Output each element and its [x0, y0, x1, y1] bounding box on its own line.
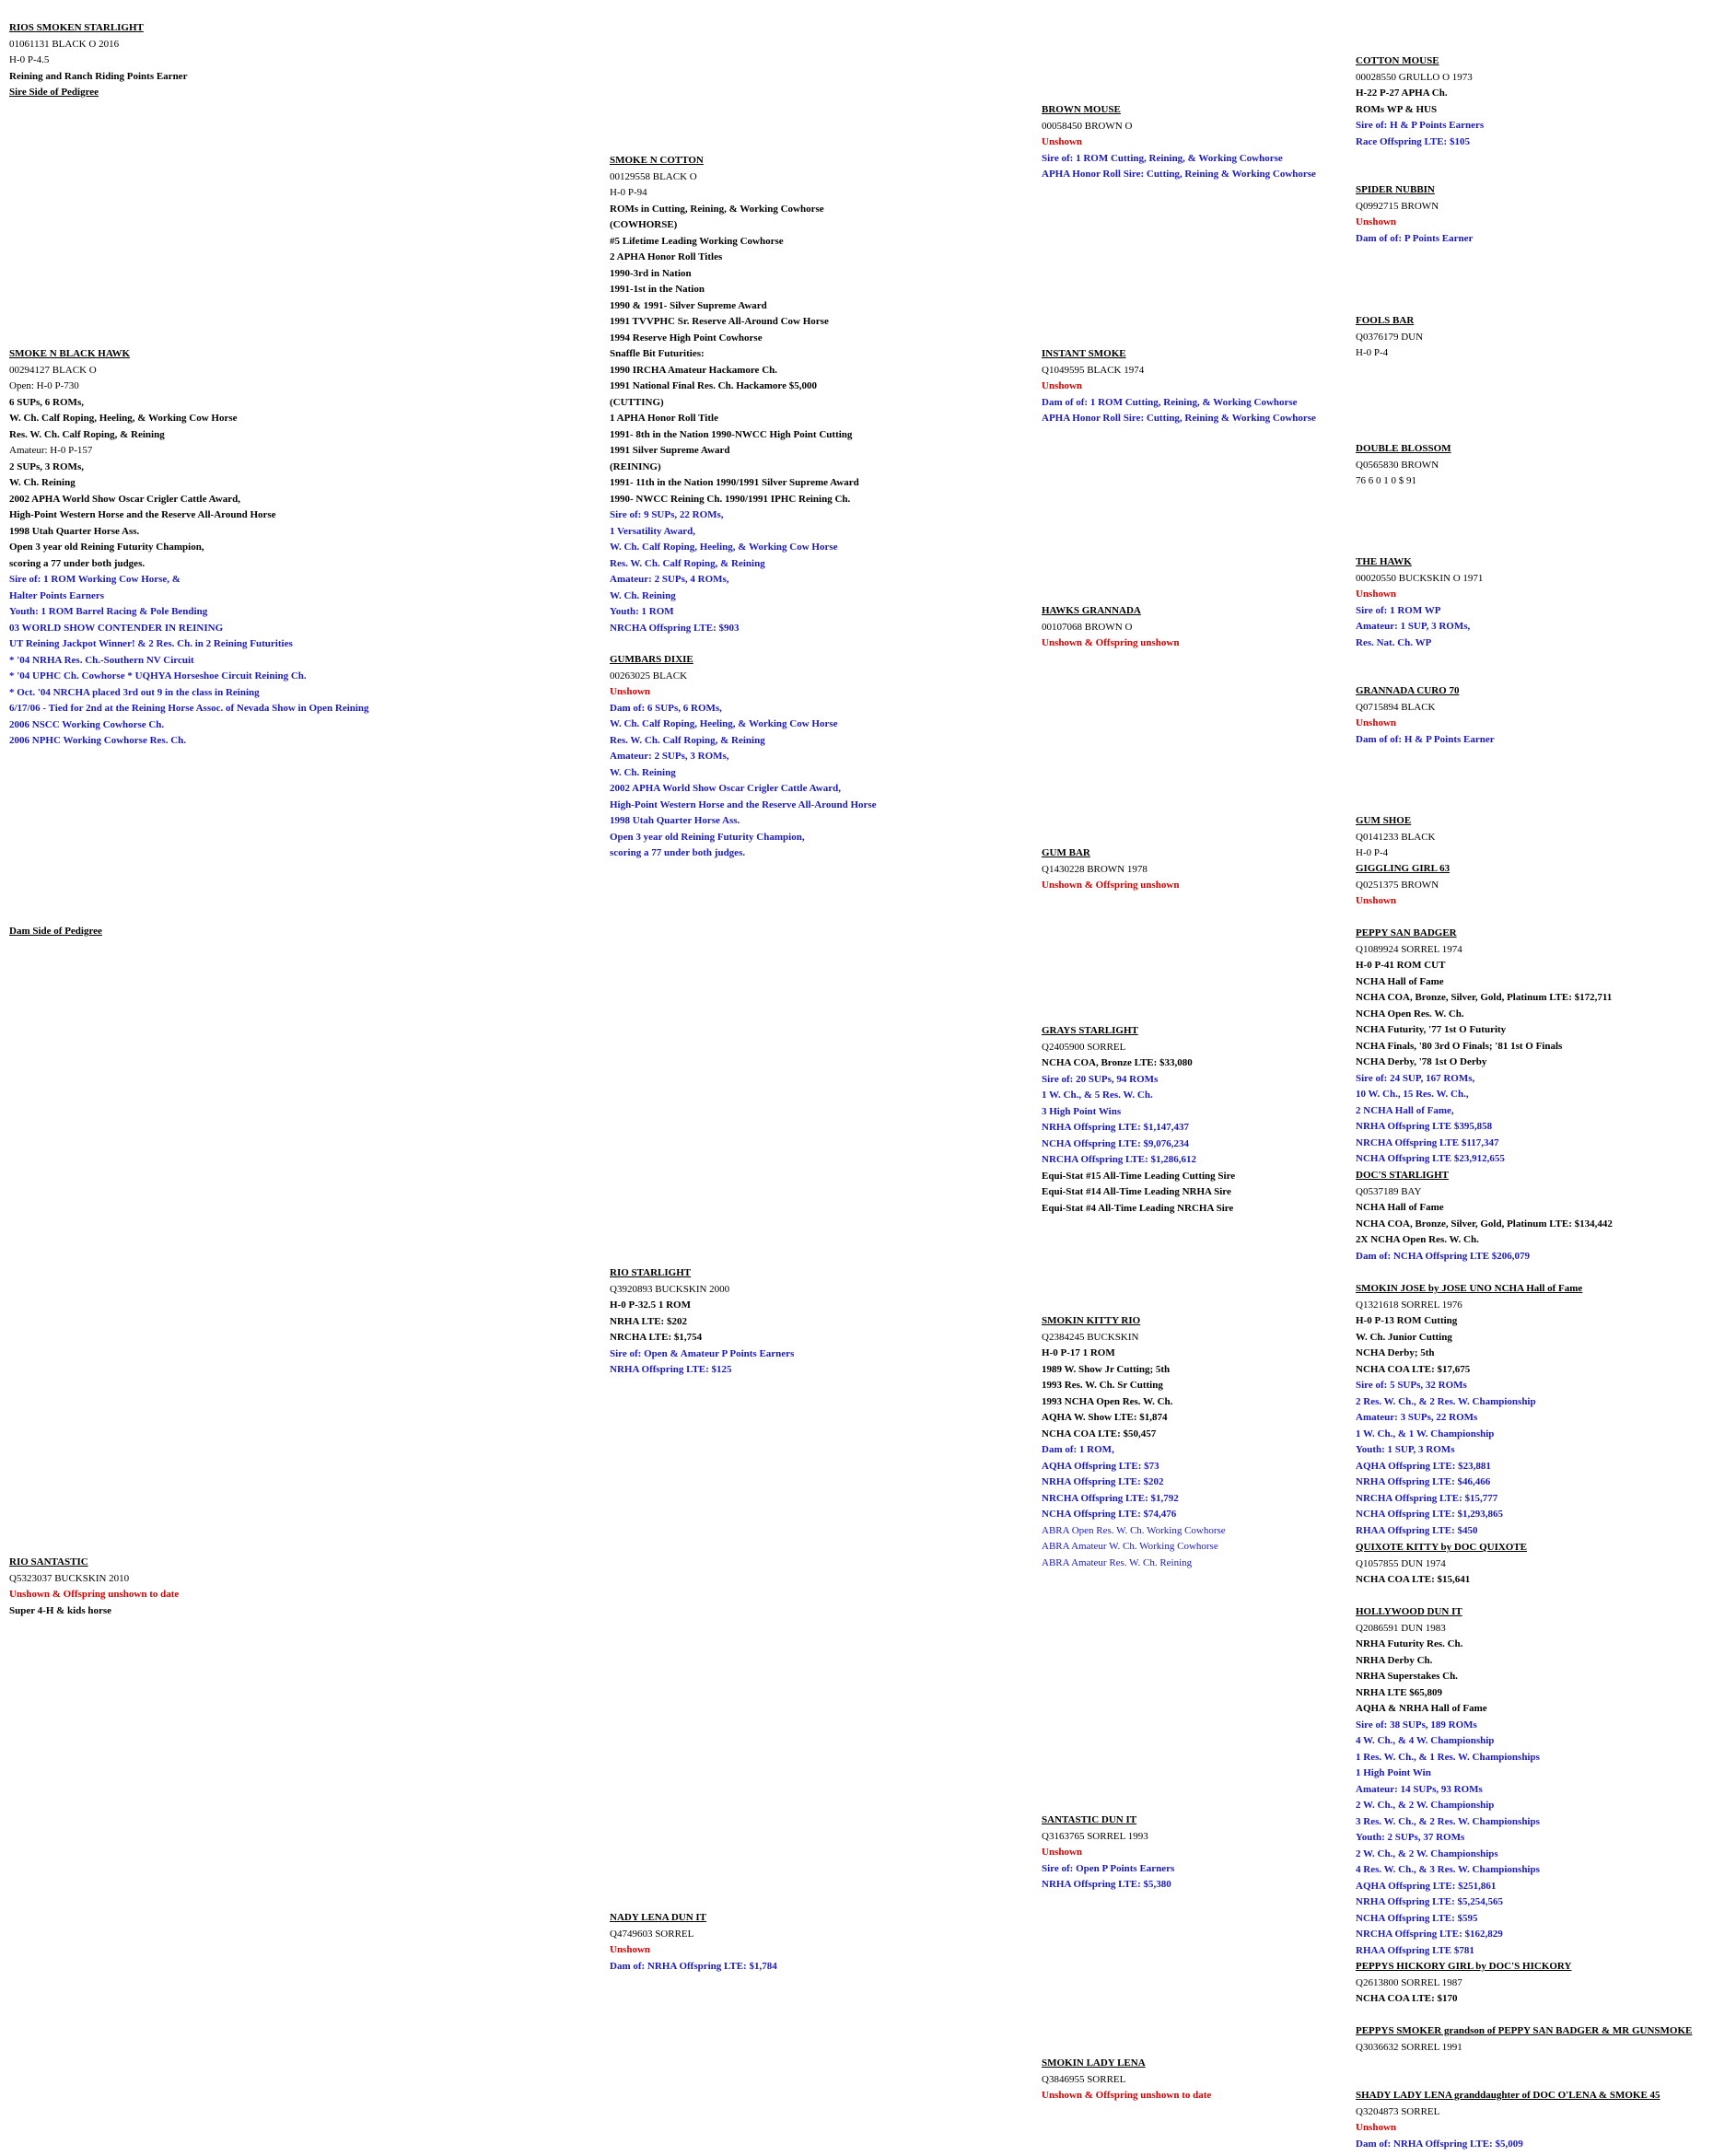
- horse-detail-line: NRHA Superstakes Ch.: [1356, 1671, 1458, 1682]
- horse-detail-line: Amateur: 1 SUP, 3 ROMs,: [1356, 621, 1471, 632]
- horse-detail-line: Q0992715 BROWN: [1356, 200, 1439, 212]
- horse-name: FOOLS BAR: [1356, 315, 1415, 326]
- horse-detail-line: Amateur: H-0 P-157: [9, 445, 93, 456]
- horse-name: BROWN MOUSE: [1042, 104, 1121, 115]
- horse-detail-line: H-0 P-17 1 ROM: [1042, 1347, 1115, 1358]
- pedigree-entry-gumbars-dixie: [610, 652, 877, 862]
- horse-detail-line: Q4749603 SORREL: [610, 1928, 694, 1940]
- horse-detail-line: Youth: 1 ROM: [610, 606, 674, 617]
- pedigree-entry-grays-starlight: [1042, 1023, 1235, 1217]
- horse-detail-line: AQHA Offspring LTE: $73: [1042, 1460, 1159, 1472]
- horse-detail-line: Dam of: 1 ROM,: [1042, 1444, 1114, 1455]
- horse-detail-line: 1998 Utah Quarter Horse Ass.: [610, 815, 740, 826]
- horse-detail-line: Res. Nat. Ch. WP: [1356, 636, 1432, 648]
- pedigree-entry-rio-santastic: [9, 1555, 179, 1619]
- horse-name: PEPPYS HICKORY GIRL by DOC'S HICKORY: [1356, 1961, 1572, 1972]
- subject-horse-points: H-0 P-4.5: [9, 54, 50, 65]
- horse-detail-line: Q1057855 DUN 1974: [1356, 1557, 1446, 1569]
- pedigree-entry-smokin-kitty-rio: [1042, 1313, 1226, 1571]
- horse-detail-line: High-Point Western Horse and the Reserve All-Around Horse: [9, 509, 276, 520]
- horse-name: DOUBLE BLOSSOM: [1356, 443, 1451, 454]
- horse-detail-line: Unshown: [610, 686, 651, 697]
- horse-detail-line: 1990 & 1991- Silver Supreme Award: [610, 299, 767, 311]
- horse-detail-line: NCHA COA LTE: $17,675: [1356, 1363, 1471, 1375]
- pedigree-entry-hollywood-dun-it: [1356, 1604, 1540, 1959]
- horse-detail-line: Amateur: 2 SUPs, 4 ROMs,: [610, 574, 729, 585]
- horse-detail-line: 6 SUPs, 6 ROMs,: [9, 396, 84, 408]
- horse-detail-line: W. Ch. Calf Roping, Heeling, & Working Cow Horse: [610, 542, 838, 553]
- horse-detail-line: W. Ch. Junior Cutting: [1356, 1331, 1452, 1343]
- horse-detail-line: RHAA Offspring LTE: $450: [1356, 1524, 1478, 1536]
- pedigree-entry-the-hawk: [1356, 554, 1483, 651]
- dam-side-label: Dam Side of Pedigree: [9, 926, 102, 937]
- horse-detail-line: Q3204873 SORREL: [1356, 2105, 1440, 2117]
- horse-detail-line: Super 4-H & kids horse: [9, 1604, 112, 1616]
- horse-detail-line: NCHA Offspring LTE: $9,076,234: [1042, 1137, 1190, 1149]
- horse-detail-line: H-22 P-27 APHA Ch.: [1356, 87, 1448, 99]
- horse-detail-line: 2 SUPs, 3 ROMs,: [9, 460, 84, 472]
- horse-detail-line: Dam of: 6 SUPs, 6 ROMs,: [610, 702, 722, 714]
- horse-detail-line: Sire of: 1 ROM Working Cow Horse, &: [9, 574, 181, 585]
- sire-side-label: Sire Side of Pedigree: [9, 87, 99, 98]
- horse-detail-line: 1993 NCHA Open Res. W. Ch.: [1042, 1395, 1173, 1407]
- pedigree-entry-peppys-hickory-girl: [1356, 1959, 1571, 2008]
- horse-detail-line: #5 Lifetime Leading Working Cowhorse: [610, 235, 784, 247]
- horse-detail-line: NCHA COA LTE: $50,457: [1042, 1428, 1157, 1439]
- horse-detail-line: Q0376179 DUN: [1356, 331, 1424, 343]
- horse-detail-line: 00028550 GRULLO O 1973: [1356, 71, 1473, 83]
- horse-detail-line: W. Ch. Reining: [610, 589, 676, 601]
- horse-detail-line: 03 WORLD SHOW CONTENDER IN REINING: [9, 622, 224, 634]
- horse-detail-line: NRHA Offspring LTE $395,858: [1356, 1121, 1493, 1132]
- horse-detail-line: NRHA Offspring LTE: $5,254,565: [1356, 1896, 1504, 1907]
- horse-name: HOLLYWOOD DUN IT: [1356, 1606, 1462, 1617]
- pedigree-entry-peppys-smoker: [1356, 2023, 1692, 2056]
- horse-name: SMOKIN JOSE by JOSE UNO NCHA Hall of Fame: [1356, 1283, 1583, 1294]
- horse-detail-line: RHAA Offspring LTE $781: [1356, 1944, 1474, 1956]
- horse-detail-line: H-0 P-32.5 1 ROM: [610, 1299, 691, 1311]
- horse-detail-line: 1991 National Final Res. Ch. Hackamore $5,000: [610, 380, 817, 391]
- horse-detail-line: W. Ch. Calf Roping, Heeling, & Working Cow Horse: [9, 413, 238, 424]
- horse-detail-line: Amateur: 14 SUPs, 93 ROMs: [1356, 1783, 1483, 1795]
- horse-detail-line: Open 3 year old Reining Futurity Champion,: [610, 831, 805, 843]
- horse-detail-line: NRHA Offspring LTE: $125: [610, 1364, 732, 1375]
- horse-detail-line: APHA Honor Roll Sire: Cutting, Reining & Working Cowhorse: [1042, 413, 1316, 424]
- horse-detail-line: NCHA Offspring LTE: $74,476: [1042, 1509, 1177, 1520]
- horse-detail-line: Dam of of: H & P Points Earner: [1356, 733, 1495, 745]
- pedigree-entry-double-blossom: [1356, 441, 1451, 490]
- horse-detail-line: ABRA Amateur W. Ch. Working Cowhorse: [1042, 1541, 1218, 1552]
- horse-detail-line: 1990- NWCC Reining Ch. 1990/1991 IPHC Reining Ch.: [610, 493, 851, 505]
- horse-detail-line: Dam of: NCHA Offspring LTE $206,079: [1356, 1250, 1531, 1262]
- horse-name: PEPPYS SMOKER grandson of PEPPY SAN BADGER & MR GUNSMOKE: [1356, 2025, 1693, 2036]
- horse-detail-line: Sire of: Open & Amateur P Points Earners: [610, 1347, 795, 1359]
- horse-detail-line: Snaffle Bit Futurities:: [610, 348, 705, 359]
- horse-name: SMOKE N COTTON: [610, 155, 704, 166]
- horse-detail-line: H-0 P-41 ROM CUT: [1356, 960, 1446, 971]
- horse-detail-line: Q3846955 SORREL: [1042, 2073, 1126, 2085]
- horse-detail-line: 2 Res. W. Ch., & 2 Res. W. Championship: [1356, 1395, 1536, 1407]
- horse-detail-line: Unshown: [1356, 895, 1397, 906]
- horse-detail-line: NRHA Derby Ch.: [1356, 1654, 1433, 1666]
- horse-detail-line: 1 Versatility Award,: [610, 525, 695, 537]
- horse-detail-line: scoring a 77 under both judges.: [610, 847, 746, 858]
- horse-detail-line: 1991-1st in the Nation: [610, 284, 705, 295]
- horse-name: NADY LENA DUN IT: [610, 1912, 707, 1923]
- horse-name: HAWKS GRANNADA: [1042, 605, 1141, 616]
- horse-detail-line: 1991 TVVPHC Sr. Reserve All-Around Cow Horse: [610, 316, 829, 327]
- horse-detail-line: * '04 NRHA Res. Ch.-Southern NV Circuit: [9, 654, 194, 666]
- horse-detail-line: NRHA Offspring LTE: $46,466: [1356, 1476, 1491, 1487]
- horse-detail-line: Q2086591 DUN 1983: [1356, 1622, 1446, 1634]
- horse-detail-line: AQHA W. Show LTE: $1,874: [1042, 1412, 1168, 1423]
- horse-name: SHADY LADY LENA granddaughter of DOC O'LENA & SMOKE 45: [1356, 2090, 1660, 2101]
- pedigree-entry-hawks-grannada: [1042, 603, 1179, 652]
- pedigree-entry-nady-lena-dun-it: [610, 1910, 777, 1975]
- horse-detail-line: Res. W. Ch. Calf Roping, & Reining: [610, 557, 765, 569]
- horse-detail-line: Race Offspring LTE: $105: [1356, 135, 1470, 147]
- horse-detail-line: 2 W. Ch., & 2 W. Championships: [1356, 1847, 1498, 1859]
- horse-detail-line: 1990 IRCHA Amateur Hackamore Ch.: [610, 364, 778, 376]
- horse-detail-line: W. Ch. Reining: [610, 766, 676, 778]
- horse-name: GUM BAR: [1042, 847, 1090, 858]
- horse-detail-line: Youth: 2 SUPs, 37 ROMs: [1356, 1832, 1465, 1843]
- horse-detail-line: 00129558 BLACK O: [610, 170, 697, 182]
- horse-detail-line: 1 W. Ch., & 1 W. Championship: [1356, 1428, 1495, 1439]
- horse-detail-line: 00107068 BROWN O: [1042, 621, 1133, 633]
- horse-detail-line: Dam of of: P Points Earner: [1356, 232, 1474, 244]
- horse-detail-line: APHA Honor Roll Sire: Cutting, Reining & Working Cowhorse: [1042, 169, 1316, 180]
- horse-detail-line: NCHA COA, Bronze, Silver, Gold, Platinum LTE: $134,442: [1356, 1218, 1613, 1230]
- horse-detail-line: NRHA Offspring LTE: $202: [1042, 1476, 1164, 1487]
- horse-detail-line: 00058450 BROWN O: [1042, 120, 1133, 132]
- horse-detail-line: AQHA & NRHA Hall of Fame: [1356, 1703, 1487, 1714]
- pedigree-entry-smoke-n-black-hawk: [9, 346, 369, 750]
- pedigree-entry-cotton-mouse: [1356, 53, 1484, 150]
- horse-name: PEPPY SAN BADGER: [1356, 927, 1457, 938]
- horse-name: GRANNADA CURO 70: [1356, 685, 1460, 696]
- horse-name: RIO STARLIGHT: [610, 1267, 692, 1278]
- horse-detail-line: 2002 APHA World Show Oscar Crigler Cattle Award,: [9, 493, 240, 505]
- horse-detail-line: (COWHORSE): [610, 219, 678, 230]
- horse-detail-line: 2006 NPHC Working Cowhorse Res. Ch.: [9, 735, 187, 746]
- horse-detail-line: 2006 NSCC Working Cowhorse Ch.: [9, 718, 165, 730]
- pedigree-entry-smokin-jose: [1356, 1281, 1582, 1539]
- horse-detail-line: 2002 APHA World Show Oscar Crigler Cattle Award,: [610, 783, 841, 794]
- horse-detail-line: Sire of: 24 SUP, 167 ROMs,: [1356, 1072, 1475, 1084]
- horse-detail-line: Equi-Stat #14 All-Time Leading NRHA Sire: [1042, 1186, 1231, 1197]
- horse-detail-line: NCHA Futurity, '77 1st O Futurity: [1356, 1024, 1507, 1035]
- horse-name: GUM SHOE: [1356, 815, 1412, 826]
- horse-detail-line: NRCHA Offspring LTE: $1,286,612: [1042, 1154, 1196, 1165]
- pedigree-entry-giggling-girl-63: [1356, 861, 1450, 910]
- horse-detail-line: Unshown: [1042, 1847, 1083, 1858]
- horse-name: DOC'S STARLIGHT: [1356, 1170, 1449, 1181]
- horse-detail-line: NCHA Offspring LTE $23,912,655: [1356, 1153, 1505, 1164]
- horse-detail-line: NCHA COA LTE: $170: [1356, 1993, 1458, 2004]
- horse-name: THE HAWK: [1356, 556, 1412, 567]
- pedigree-entry-smoke-n-cotton: [610, 153, 859, 636]
- horse-detail-line: Q0141233 BLACK: [1356, 831, 1436, 843]
- horse-detail-line: NCHA Offspring LTE: $1,293,865: [1356, 1509, 1504, 1520]
- pedigree-entry-spider-nubbin: [1356, 182, 1473, 247]
- pedigree-entry-grannada-curo-70: [1356, 683, 1495, 748]
- horse-detail-line: Equi-Stat #15 All-Time Leading Cutting Sire: [1042, 1170, 1236, 1182]
- horse-detail-line: H-0 P-94: [610, 187, 647, 198]
- horse-detail-line: Res. W. Ch. Calf Roping, & Reining: [610, 734, 765, 746]
- horse-detail-line: NRCHA Offspring LTE $117,347: [1356, 1136, 1499, 1148]
- horse-name: GIGGLING GIRL 63: [1356, 863, 1451, 874]
- horse-detail-line: Q0715894 BLACK: [1356, 701, 1436, 713]
- horse-detail-line: Q1049595 BLACK 1974: [1042, 364, 1145, 376]
- horse-detail-line: Unshown: [1356, 216, 1397, 227]
- horse-detail-line: 1991- 11th in the Nation 1990/1991 Silver Supreme Award: [610, 477, 859, 488]
- horse-detail-line: 1991- 8th in the Nation 1990-NWCC High Point Cutting: [610, 428, 853, 440]
- horse-detail-line: Res. W. Ch. Calf Roping, & Reining: [9, 428, 165, 440]
- horse-detail-line: 00020550 BUCKSKIN O 1971: [1356, 572, 1484, 584]
- horse-detail-line: High-Point Western Horse and the Reserve All-Around Horse: [610, 798, 877, 810]
- horse-name: SANTASTIC DUN IT: [1042, 1814, 1137, 1825]
- pedigree-entry-fools-bar: [1356, 313, 1423, 362]
- horse-detail-line: (CUTTING): [610, 396, 664, 408]
- horse-detail-line: 2 NCHA Hall of Fame,: [1356, 1104, 1454, 1116]
- horse-detail-line: scoring a 77 under both judges.: [9, 557, 146, 569]
- horse-name: INSTANT SMOKE: [1042, 348, 1126, 359]
- horse-detail-line: (REINING): [610, 460, 661, 472]
- horse-detail-line: 00263025 BLACK: [610, 670, 688, 682]
- horse-detail-line: Unshown & Offspring unshown: [1042, 880, 1180, 891]
- horse-name: COTTON MOUSE: [1356, 55, 1439, 66]
- horse-detail-line: Dam of of: 1 ROM Cutting, Reining, & Working Cowhorse: [1042, 396, 1298, 408]
- horse-detail-line: H-0 P-4: [1356, 347, 1389, 358]
- horse-detail-line: Q0565830 BROWN: [1356, 459, 1439, 471]
- horse-detail-line: NRCHA Offspring LTE: $15,777: [1356, 1492, 1498, 1504]
- horse-detail-line: NCHA Hall of Fame: [1356, 1202, 1444, 1213]
- horse-detail-line: Youth: 1 ROM Barrel Racing & Pole Bending: [9, 606, 208, 617]
- horse-detail-line: Unshown: [610, 1944, 651, 1955]
- pedigree-entry-docs-starlight: [1356, 1168, 1613, 1264]
- horse-detail-line: Q3036632 SORREL 1991: [1356, 2041, 1462, 2053]
- horse-detail-line: Q2405900 SORREL: [1042, 1041, 1126, 1053]
- horse-detail-line: AQHA Offspring LTE: $23,881: [1356, 1460, 1491, 1472]
- horse-detail-line: 1 APHA Honor Roll Title: [610, 413, 718, 424]
- horse-name: GRAYS STARLIGHT: [1042, 1025, 1138, 1036]
- pedigree-entry-gum-shoe: [1356, 813, 1435, 862]
- horse-detail-line: NRHA Offspring LTE: $1,147,437: [1042, 1122, 1190, 1133]
- horse-detail-line: 1 High Point Win: [1356, 1767, 1431, 1778]
- horse-detail-line: 1 W. Ch., & 5 Res. W. Ch.: [1042, 1090, 1153, 1101]
- horse-detail-line: AQHA Offspring LTE: $251,861: [1356, 1880, 1497, 1892]
- horse-detail-line: Unshown: [1042, 136, 1083, 147]
- horse-detail-line: ABRA Open Res. W. Ch. Working Cowhorse: [1042, 1524, 1226, 1536]
- horse-detail-line: Unshown & Offspring unshown: [1042, 637, 1180, 648]
- horse-detail-line: Unshown: [1356, 717, 1397, 728]
- horse-detail-line: 2X NCHA Open Res. W. Ch.: [1356, 1234, 1479, 1245]
- horse-name: SMOKE N BLACK HAWK: [9, 348, 131, 359]
- horse-detail-line: Sire of: 9 SUPs, 22 ROMs,: [610, 509, 724, 520]
- horse-detail-line: Dam of: NRHA Offspring LTE: $1,784: [610, 1960, 777, 1972]
- horse-detail-line: 4 Res. W. Ch., & 3 Res. W. Championships: [1356, 1864, 1540, 1875]
- horse-detail-line: 00294127 BLACK O: [9, 364, 97, 376]
- horse-detail-line: NRCHA Offspring LTE: $162,829: [1356, 1929, 1503, 1940]
- horse-detail-line: Q1321618 SORREL 1976: [1356, 1299, 1462, 1311]
- horse-detail-line: 10 W. Ch., 15 Res. W. Ch.,: [1356, 1089, 1469, 1100]
- horse-detail-line: Q0251375 BROWN: [1356, 879, 1439, 891]
- horse-detail-line: 6/17/06 - Tied for 2nd at the Reining Horse Assoc. of Nevada Show in Open Reining: [9, 703, 369, 714]
- horse-detail-line: ROMs in Cutting, Reining, & Working Cowhorse: [610, 203, 824, 215]
- pedigree-entry-brown-mouse: [1042, 102, 1316, 183]
- horse-detail-line: Halter Points Earners: [9, 589, 105, 601]
- horse-detail-line: Sire of: 1 ROM Cutting, Reining, & Working Cowhorse: [1042, 152, 1283, 164]
- horse-detail-line: Q0537189 BAY: [1356, 1185, 1422, 1197]
- horse-detail-line: Unshown: [1356, 2122, 1397, 2133]
- horse-detail-line: NCHA Hall of Fame: [1356, 975, 1444, 987]
- horse-detail-line: * '04 UPHC Ch. Cowhorse * UQHYA Horseshoe Circuit Reining Ch.: [9, 670, 307, 682]
- horse-name: SMOKIN LADY LENA: [1042, 2057, 1146, 2069]
- horse-detail-line: 3 High Point Wins: [1042, 1105, 1122, 1117]
- pedigree-entry-rio-starlight: [610, 1265, 794, 1379]
- horse-detail-line: Amateur: 2 SUPs, 3 ROMs,: [610, 751, 729, 762]
- horse-detail-line: 76 6 0 1 0 $ 91: [1356, 475, 1416, 486]
- horse-detail-line: 2 W. Ch., & 2 W. Championship: [1356, 1800, 1495, 1811]
- horse-detail-line: Sire of: 1 ROM WP: [1356, 604, 1441, 616]
- horse-detail-line: 1998 Utah Quarter Horse Ass.: [9, 525, 140, 537]
- horse-detail-line: Q3163765 SORREL 1993: [1042, 1830, 1148, 1842]
- horse-detail-line: 2 APHA Honor Roll Titles: [610, 251, 723, 262]
- horse-detail-line: Unshown & Offspring unshown to date: [9, 1589, 180, 1600]
- horse-detail-line: Equi-Stat #4 All-Time Leading NRCHA Sire: [1042, 1202, 1234, 1214]
- horse-detail-line: ABRA Amateur Res. W. Ch. Reining: [1042, 1556, 1193, 1568]
- horse-detail-line: NCHA COA, Bronze, Silver, Gold, Platinum LTE: $172,711: [1356, 992, 1613, 1003]
- horse-detail-line: NCHA COA LTE: $15,641: [1356, 1574, 1471, 1585]
- horse-detail-line: H-0 P-4: [1356, 847, 1389, 858]
- subject-horse-name: RIOS SMOKEN STARLIGHT: [9, 22, 144, 33]
- horse-detail-line: W. Ch. Reining: [9, 477, 76, 488]
- subject-horse-registration: 01061131 BLACK O 2016: [9, 38, 120, 50]
- horse-detail-line: 1990-3rd in Nation: [610, 267, 692, 279]
- horse-detail-line: Unshown & Offspring unshown to date: [1042, 2090, 1212, 2101]
- horse-detail-line: Sire of: 38 SUPs, 189 ROMs: [1356, 1719, 1477, 1731]
- horse-detail-line: Q2384245 BUCKSKIN: [1042, 1331, 1139, 1343]
- horse-detail-line: Youth: 1 SUP, 3 ROMs: [1356, 1444, 1455, 1455]
- horse-detail-line: 1993 Res. W. Ch. Sr Cutting: [1042, 1380, 1163, 1391]
- horse-detail-line: NCHA Derby, '78 1st O Derby: [1356, 1056, 1487, 1067]
- horse-detail-line: 1989 W. Show Jr Cutting; 5th: [1042, 1363, 1171, 1375]
- subject-horse-note: Reining and Ranch Riding Points Earner: [9, 70, 188, 82]
- horse-detail-line: Q3920893 BUCKSKIN 2000: [610, 1283, 730, 1295]
- horse-detail-line: Sire of: H & P Points Earners: [1356, 120, 1485, 131]
- horse-detail-line: 1991 Silver Supreme Award: [610, 445, 730, 456]
- subject-horse-block: [9, 20, 187, 101]
- horse-name: SMOKIN KITTY RIO: [1042, 1315, 1141, 1326]
- horse-detail-line: 4 W. Ch., & 4 W. Championship: [1356, 1735, 1495, 1746]
- pedigree-entry-peppy-san-badger: [1356, 926, 1612, 1168]
- dam-side-label-block: [9, 924, 102, 940]
- horse-detail-line: NCHA COA, Bronze LTE: $33,080: [1042, 1057, 1193, 1068]
- horse-detail-line: Sire of: 20 SUPs, 94 ROMs: [1042, 1073, 1159, 1085]
- pedigree-entry-shady-lady-lena: [1356, 2088, 1660, 2152]
- pedigree-entry-santastic-dun-it: [1042, 1812, 1174, 1894]
- horse-detail-line: NCHA Offspring LTE: $595: [1356, 1912, 1478, 1924]
- horse-detail-line: ROMs WP & HUS: [1356, 103, 1438, 115]
- horse-detail-line: Sire of: Open P Points Earners: [1042, 1862, 1175, 1874]
- horse-detail-line: NRHA LTE: $202: [610, 1315, 687, 1327]
- horse-detail-line: 3 Res. W. Ch., & 2 Res. W. Championships: [1356, 1815, 1540, 1827]
- pedigree-entry-gum-bar: [1042, 845, 1179, 894]
- horse-detail-line: Open 3 year old Reining Futurity Champion,: [9, 542, 204, 553]
- horse-detail-line: Open: H-0 P-730: [9, 380, 79, 391]
- horse-detail-line: Q2613800 SORREL 1987: [1356, 1976, 1462, 1988]
- horse-detail-line: NRCHA Offspring LTE: $903: [610, 622, 740, 634]
- horse-name: QUIXOTE KITTY by DOC QUIXOTE: [1356, 1542, 1528, 1553]
- horse-detail-line: W. Ch. Calf Roping, Heeling, & Working Cow Horse: [610, 718, 838, 729]
- horse-detail-line: UT Reining Jackpot Winner! & 2 Res. Ch. in 2 Reining Futurities: [9, 638, 293, 649]
- horse-detail-line: NCHA Derby; 5th: [1356, 1347, 1435, 1358]
- horse-detail-line: * Oct. '04 NRCHA placed 3rd out 9 in the class in Reining: [9, 686, 260, 698]
- horse-detail-line: Sire of: 5 SUPs, 32 ROMs: [1356, 1380, 1467, 1391]
- horse-detail-line: Unshown: [1356, 589, 1397, 600]
- horse-detail-line: Q1089924 SORREL 1974: [1356, 943, 1462, 955]
- horse-detail-line: 1994 Reserve High Point Cowhorse: [610, 332, 763, 344]
- horse-detail-line: NRHA LTE $65,809: [1356, 1686, 1443, 1698]
- horse-detail-line: Unshown: [1042, 380, 1083, 391]
- horse-name: GUMBARS DIXIE: [610, 654, 693, 665]
- horse-detail-line: NCHA Finals, '80 3rd O Finals; '81 1st O Finals: [1356, 1040, 1563, 1052]
- horse-detail-line: Dam of: NRHA Offspring LTE: $5,009: [1356, 2138, 1523, 2150]
- horse-detail-line: NRCHA LTE: $1,754: [610, 1332, 703, 1343]
- pedigree-entry-instant-smoke: [1042, 346, 1316, 427]
- pedigree-entry-quixote-kitty: [1356, 1540, 1527, 1589]
- horse-name: RIO SANTASTIC: [9, 1556, 88, 1567]
- horse-detail-line: NRCHA Offspring LTE: $1,792: [1042, 1492, 1179, 1504]
- horse-detail-line: NRHA Offspring LTE: $5,380: [1042, 1879, 1171, 1890]
- horse-detail-line: 1 Res. W. Ch., & 1 Res. W. Championships: [1356, 1751, 1540, 1763]
- horse-name: SPIDER NUBBIN: [1356, 184, 1435, 195]
- horse-detail-line: NCHA Open Res. W. Ch.: [1356, 1008, 1464, 1020]
- horse-detail-line: NRHA Futurity Res. Ch.: [1356, 1638, 1463, 1649]
- horse-detail-line: H-0 P-13 ROM Cutting: [1356, 1315, 1458, 1326]
- pedigree-entry-smokin-lady-lena: [1042, 2056, 1211, 2104]
- horse-detail-line: Q1430228 BROWN 1978: [1042, 863, 1148, 875]
- horse-detail-line: Amateur: 3 SUPs, 22 ROMs: [1356, 1412, 1478, 1423]
- horse-detail-line: Q5323037 BUCKSKIN 2010: [9, 1572, 130, 1584]
